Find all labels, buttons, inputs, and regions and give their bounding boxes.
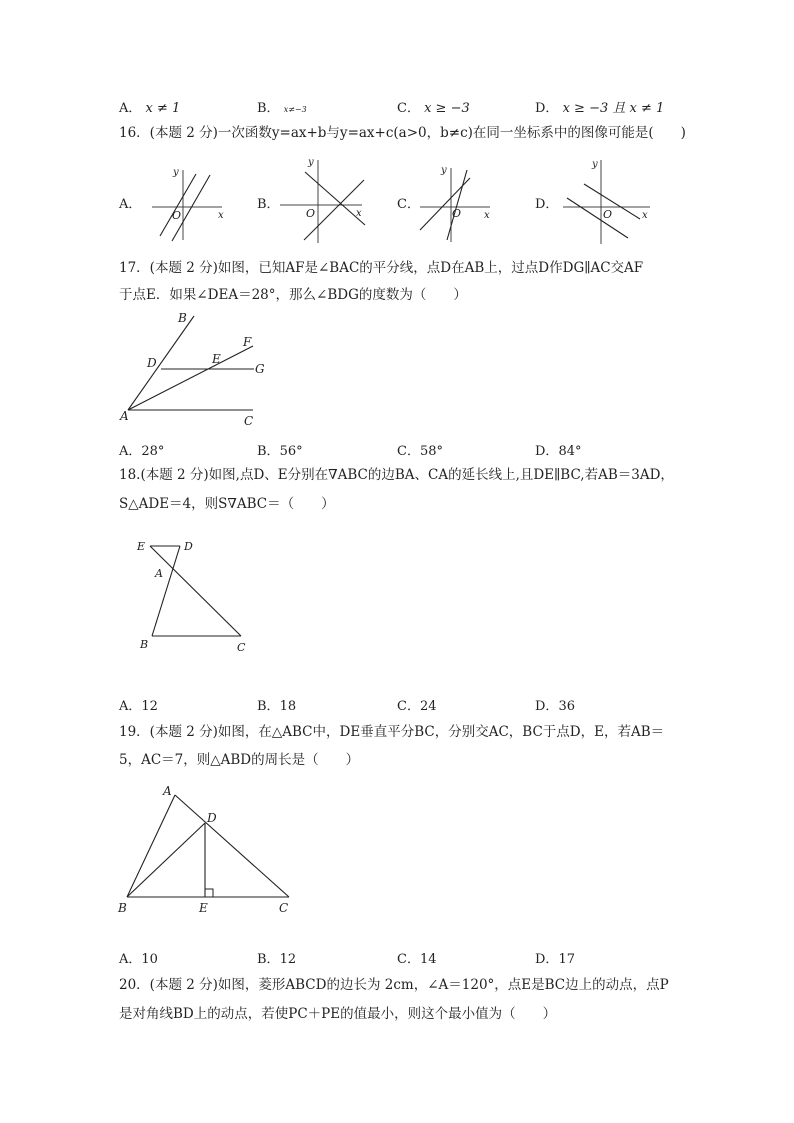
svg-text:x: x [356, 208, 362, 219]
svg-text:x: x [642, 210, 648, 221]
svg-text:O: O [172, 209, 182, 222]
q15-option-b: B． x≠−3 [257, 101, 307, 116]
svg-text:C: C [279, 901, 289, 915]
svg-text:G: G [255, 362, 265, 376]
svg-text:C: C [244, 414, 254, 428]
svg-text:D: D [147, 356, 157, 370]
q19-option-b: B．12 [257, 952, 297, 967]
svg-text:C: C [237, 641, 246, 654]
svg-text:B: B [178, 311, 187, 325]
q19-option-c: C．14 [397, 952, 437, 967]
q17-stem-line2: 于点E．如果∠DEA＝28°，那么∠BDG的度数为（ ） [119, 287, 467, 303]
svg-text:A: A [120, 409, 129, 423]
q15-option-a: A． x ≠ 1 [119, 101, 181, 116]
svg-text:O: O [603, 208, 613, 221]
svg-text:x: x [218, 210, 224, 221]
q19-stem-line2: 5，AC＝7，则△ABD的周长是（ ） [119, 752, 360, 768]
q16-option-a: A． [119, 197, 142, 212]
q17-option-d: D．84° [535, 444, 582, 459]
q18-stem-line1: 18.(本题 2 分)如图,点D、E分别在∇ABC的边BA、CA的延长线上,且DE∥BC,若AB＝3AD， [119, 467, 674, 483]
q19-stem-line1: 19．(本题 2 分)如图，在△ABC中，DE垂直平分BC，分别交AC，BC于点D，E，若AB＝ [119, 724, 665, 740]
svg-text:E: E [199, 901, 208, 915]
q18-option-b: B．18 [257, 699, 297, 714]
svg-text:y: y [173, 167, 179, 178]
q16-option-c: C． [397, 197, 420, 212]
q17-option-c: C．58° [397, 444, 443, 459]
svg-text:x: x [484, 210, 490, 221]
q17-option-a: A．28° [119, 444, 165, 459]
q18-option-c: C．24 [397, 699, 437, 714]
svg-text:E: E [137, 540, 146, 553]
svg-text:y: y [308, 157, 314, 168]
q18-stem-line2: S△ADE＝4，则S∇ABC＝（ ） [119, 496, 335, 512]
svg-text:D: D [184, 540, 193, 553]
q19-option-d: D．17 [535, 952, 575, 967]
svg-text:B: B [140, 638, 149, 651]
q17-stem-line1: 17．(本题 2 分)如图，已知AF是∠BAC的平分线，点D在AB上，过点D作DG∥AC交AF [119, 260, 644, 276]
q18-option-d: D．36 [535, 699, 575, 714]
q17-option-b: B．56° [257, 444, 303, 459]
q19-option-a: A．10 [119, 952, 158, 967]
q15-option-d: D． x ≥ −3 且 x ≠ 1 [535, 101, 665, 116]
svg-text:O: O [306, 207, 316, 220]
q16-stem: 16．(本题 2 分)一次函数y=ax+b与y=ax+c(a>0，b≠c)在同一坐标系中的图像可能是( ) [119, 125, 686, 141]
svg-text:y: y [592, 159, 598, 170]
svg-text:F: F [243, 335, 252, 349]
q16-option-b: B． [257, 197, 280, 212]
q18-option-a: A．12 [119, 699, 158, 714]
svg-text:B: B [118, 901, 127, 915]
q20-stem-line2: 是对角线BD上的动点，若使PC＋PE的值最小，则这个最小值为（ ） [119, 1006, 557, 1022]
q20-stem-line1: 20．(本题 2 分)如图，菱形ABCD的边长为 2cm，∠A＝120°，点E是BC边上的动点，点P [119, 977, 669, 993]
svg-text:E: E [212, 352, 221, 366]
q15-option-c: C． x ≥ −3 [397, 101, 470, 116]
svg-text:O: O [452, 207, 462, 220]
svg-text:D: D [207, 811, 217, 825]
q16-option-d: D． [535, 197, 559, 212]
svg-text:A: A [163, 784, 172, 798]
svg-text:A: A [155, 567, 163, 580]
svg-text:y: y [441, 165, 447, 176]
